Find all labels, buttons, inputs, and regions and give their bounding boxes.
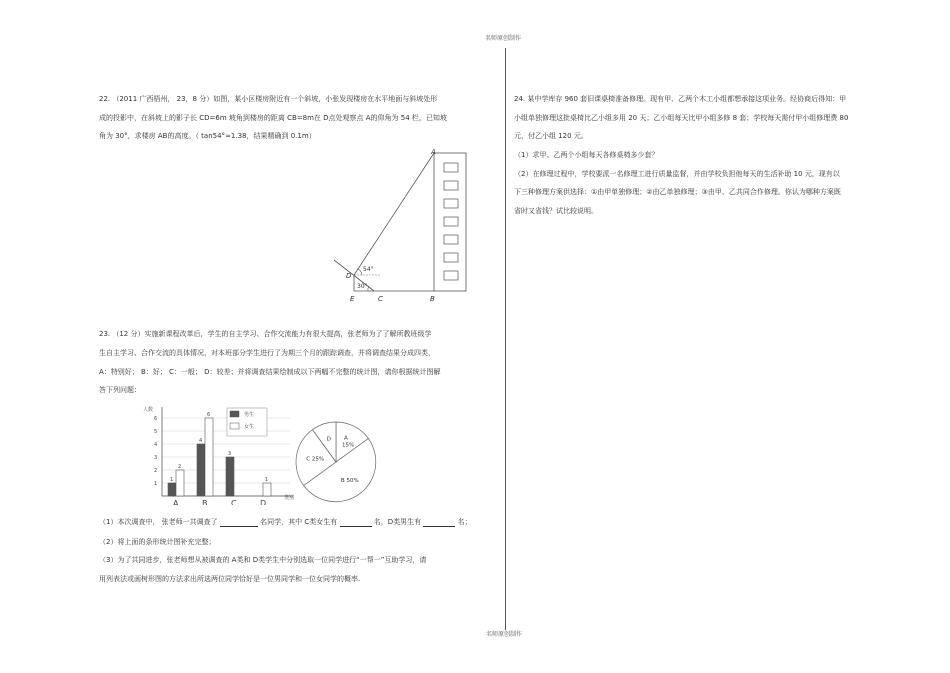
header-watermark: 名师原创制作 [485, 35, 522, 42]
label-c: C [378, 295, 383, 303]
bar [205, 418, 213, 496]
label-e: E [350, 295, 355, 303]
bar [168, 483, 176, 496]
y-tick-label: 2 [154, 468, 158, 474]
window-3 [444, 199, 458, 208]
q22-line-2: 成的投影中，在斜坡上的影子长 CD=6m 坡角到楼房的距离 CB=8m在 D点处观察点 A的仰角为 54 栏，已知坡 [99, 114, 447, 122]
pie-slice-label: B 50% [340, 477, 359, 484]
legend-label: 男生 [244, 412, 255, 418]
label-b: B [430, 295, 435, 303]
answer-blank-c-girls[interactable] [340, 518, 372, 527]
y-tick-label: 6 [154, 416, 158, 422]
q23-line-4: 答下列问题： [99, 386, 141, 394]
q24-line-5: （2）在修理过程中，学校要派一名修理工进行质量监督，并由学校负担他每天的生活补助 10 元，现有以 [514, 170, 840, 178]
y-tick-label: 1 [154, 481, 158, 487]
bar [263, 483, 271, 496]
label-d: D [346, 272, 352, 280]
answer-blank-total[interactable] [220, 518, 258, 527]
category-label: D [260, 499, 267, 505]
pie-slice-label: C 25% [306, 456, 325, 463]
bar [197, 444, 205, 496]
window-2 [444, 181, 458, 190]
y-tick-label: 3 [154, 455, 158, 461]
bar-data-label: 1 [265, 477, 269, 483]
q24-line-1: 24. 某中学库存 960 套旧课桌椅准备修理。现有甲、乙两个木工小组都想承接这项业务。经协商后得知：甲 [514, 95, 847, 103]
x-axis-label: 类别 [284, 495, 295, 501]
bar-chart [140, 403, 295, 505]
legend-label: 女生 [244, 424, 255, 430]
column-divider [505, 48, 506, 630]
sub1-text-b: 名同学，其中 C类女生有 [260, 518, 338, 526]
window-1 [444, 163, 458, 172]
q23-sub-1 [99, 518, 472, 527]
pie-slice-label: A [343, 435, 348, 442]
bar-data-label: 3 [228, 451, 232, 457]
window-5 [444, 235, 458, 244]
label-a: A [431, 148, 436, 156]
category-label: A [173, 499, 179, 505]
bar [176, 470, 184, 496]
q23-sub-3-line-2: 用列表法或画树形图的方法求出所选两位同学恰好是一位男同学和一位女同学的概率. [99, 575, 361, 583]
bar-data-label: 2 [178, 464, 182, 470]
sub1-text-a: （1）本次调查中， 张老师一共调查了 [99, 518, 218, 526]
y-tick-label: 4 [154, 442, 158, 448]
sight-line [354, 153, 434, 275]
footer-watermark: 名师原创制作 [486, 631, 523, 638]
y-axis-label: 人数 [143, 407, 154, 413]
q23-line-1: 23. （12 分）实施新课程改革后，学生的自主学习、合作交流能力有很大提高，张老师为了了解所教班级学 [99, 330, 432, 338]
q23-sub-2: （2）将上面的条形统计图补充完整； [99, 538, 216, 546]
q22-line-1: 22. （2011 广西梧州， 23，8 分）如图，某小区楼房附近有一个斜坡，小张发现楼房在水平地面与斜坡处形 [99, 95, 438, 103]
window-7 [444, 271, 458, 280]
pie-slice-label: 15% [341, 442, 355, 449]
window-6 [444, 253, 458, 262]
angle-arc-54 [358, 269, 362, 275]
y-tick-label: 5 [154, 429, 158, 435]
q23-line-3: A：特别好； B：好； C：一般； D：较差；并将调查结果绘制成以下两幅不完整的统计图，请你根据统计图解 [99, 368, 441, 376]
pie-slice-label: D [326, 436, 331, 443]
angle-label-54: 54° [363, 266, 374, 273]
category-label: B [202, 499, 208, 505]
bar-data-label: 6 [207, 412, 211, 418]
building [434, 153, 466, 291]
bar [226, 457, 234, 496]
legend-swatch [230, 423, 239, 429]
sub1-text-c: 名，D类男生有 [373, 518, 422, 526]
q24-line-7: 省时又省钱？试比较说明。 [514, 207, 598, 215]
q24-line-3: 元，付乙小组 120 元。 [514, 132, 588, 140]
bar-data-label: 4 [199, 438, 203, 444]
legend-swatch [230, 411, 239, 417]
angle-label-30: 30° [357, 283, 368, 290]
q24-line-6: 下三种修理方案供选择：①由甲单独修理；②由乙单独修理；③由甲、乙共同合作修理。你认为哪种方案既 [514, 188, 841, 196]
pie-chart [290, 418, 382, 506]
q23-line-2: 生自主学习、合作交流的具体情况，对本班部分学生进行了为期三个月的跟踪调查，并将调查结果分成四类， [99, 349, 435, 357]
sub1-text-d: 名； [457, 518, 472, 526]
window-4 [444, 217, 458, 226]
category-label: C [231, 499, 237, 505]
q24-line-4: （1）求甲、乙两个小组每天各修桌椅多少套？ [514, 151, 659, 159]
answer-blank-d-boys[interactable] [423, 518, 455, 527]
bar-data-label: 1 [170, 477, 174, 483]
q24-line-2: 小组单独修理这批桌椅比乙小组多用 20 天；乙小组每天比甲小组多修 8 套；学校每天需付甲小组修理费 80 [514, 114, 849, 122]
q22-line-3: 角为 30°，求楼房 AB的高度。（ tan54°≈1.38，结果精确到 0.1m） [99, 132, 316, 140]
building-slope-figure [330, 145, 480, 307]
q23-sub-3-line-1: （3）为了共同进步，张老师想从被调查的 A类和 D类学生中分别选取一位同学进行“一帮一”互助学习，请 [99, 556, 427, 564]
